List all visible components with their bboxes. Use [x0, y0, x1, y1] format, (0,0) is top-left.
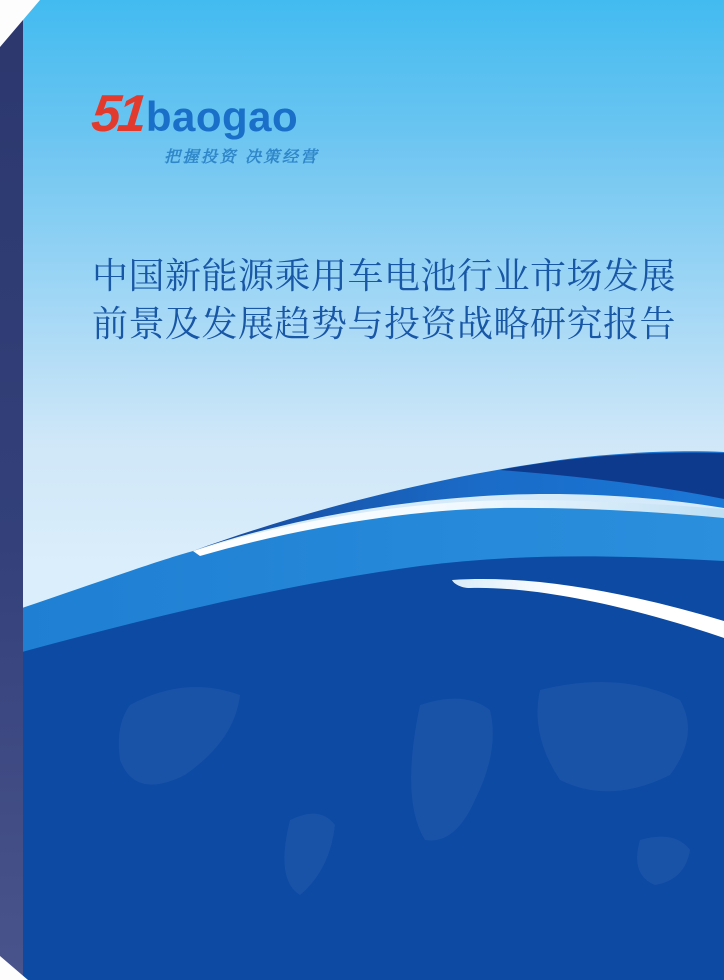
report-title — [92, 252, 676, 348]
logo-number: 51 — [88, 85, 147, 143]
logo-name: baogao — [145, 93, 299, 140]
logo-tagline: 把握投资 决策经营 — [164, 149, 319, 166]
corner-cut-top — [0, 0, 40, 47]
report-title-line1: 中国新能源乘用车电池行业市场发展 — [92, 255, 677, 296]
brand-logo — [88, 85, 319, 166]
report-title-line2: 前景及发展趋势与投资战略研究报告 — [92, 303, 677, 344]
book-spine — [0, 0, 23, 980]
corner-cut-bottom — [0, 956, 28, 980]
